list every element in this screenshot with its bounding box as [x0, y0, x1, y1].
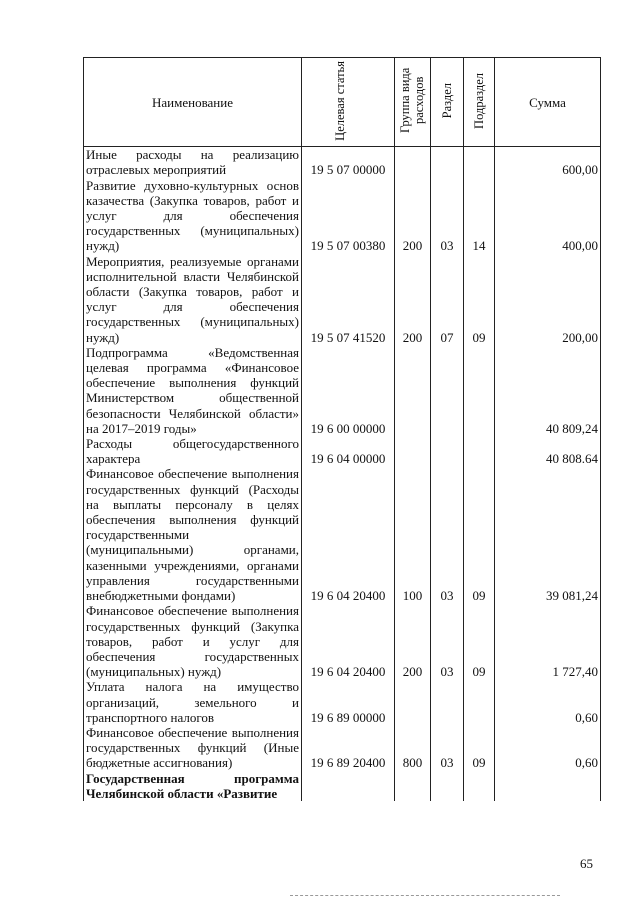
- header-subsection: Подраздел: [464, 58, 495, 147]
- row-subsection-code: 09: [464, 466, 495, 603]
- row-sum: 39 081,24: [495, 466, 601, 603]
- table-row: [84, 771, 601, 801]
- row-sum: 200,00: [495, 254, 601, 345]
- row-subsection-code: 09: [464, 254, 495, 345]
- row-name: Финансовое обеспечение выполнения государственных функций (Расходы на выплаты персоналу в целях обеспечения выполнения функций государственными (муниципальными) органами, казенными учреждениями, органами управления государственными внебюджетными фондами): [84, 466, 302, 603]
- budget-table: [83, 57, 601, 801]
- row-group-code: [395, 436, 431, 466]
- row-name: Развитие духовно-культурных основ казачества (Закупка товаров, работ и услуг для обеспечения государственных (муниципальных) нужд): [84, 178, 302, 254]
- scan-artifact-line: [290, 895, 560, 898]
- row-group-code: 200: [395, 603, 431, 679]
- row-target-code: 19 6 89 20400: [302, 725, 395, 771]
- header-sum: Сумма: [495, 58, 601, 147]
- row-section-code: 03: [431, 603, 464, 679]
- page-number: 65: [580, 856, 593, 871]
- row-target-code: 19 6 04 20400: [302, 603, 395, 679]
- header-section: Раздел: [431, 58, 464, 147]
- row-subsection-code: [464, 436, 495, 466]
- table-row: [84, 345, 601, 436]
- row-name: Подпрограмма «Ведомственная целевая программа «Финансовое обеспечение выполнения функций Министерством общественной безопасности Челябинской области» на 2017–2019 годы»: [84, 345, 302, 436]
- table-row: [84, 147, 601, 178]
- row-sum: 600,00: [495, 147, 601, 178]
- row-sum: 0,60: [495, 725, 601, 771]
- row-target-code: 19 6 00 00000: [302, 345, 395, 436]
- row-group-code: [395, 147, 431, 178]
- header-group: Группа вида расходов: [395, 58, 431, 147]
- row-section-code: [431, 679, 464, 725]
- row-sum: 40 809,24: [495, 345, 601, 436]
- row-group-code: [395, 771, 431, 801]
- row-name: Мероприятия, реализуемые органами исполнительной власти Челябинской области (Закупка товаров, работ и услуг для обеспечения государственных (муниципальных) нужд): [84, 254, 302, 345]
- table-row: [84, 254, 601, 345]
- row-group-code: 100: [395, 466, 431, 603]
- row-name: Государственная программа Челябинской области «Развитие: [84, 771, 302, 801]
- row-subsection-code: [464, 679, 495, 725]
- row-sum: 0,60: [495, 679, 601, 725]
- row-section-code: [431, 147, 464, 178]
- row-subsection-code: 09: [464, 725, 495, 771]
- row-subsection-code: 09: [464, 603, 495, 679]
- table-row: [84, 178, 601, 254]
- row-group-code: 200: [395, 254, 431, 345]
- row-name: Иные расходы на реализацию отраслевых мероприятий: [84, 147, 302, 178]
- row-section-code: [431, 771, 464, 801]
- row-name: Уплата налога на имущество организаций, земельного и транспортного налогов: [84, 679, 302, 725]
- row-subsection-code: [464, 147, 495, 178]
- row-target-code: 19 5 07 00000: [302, 147, 395, 178]
- row-target-code: [302, 771, 395, 801]
- header-name: Наименование: [84, 58, 302, 147]
- table-row: [84, 466, 601, 603]
- row-sum: 1 727,40: [495, 603, 601, 679]
- row-target-code: 19 6 89 00000: [302, 679, 395, 725]
- row-section-code: 03: [431, 725, 464, 771]
- row-sum: 40 808.64: [495, 436, 601, 466]
- row-target-code: 19 5 07 41520: [302, 254, 395, 345]
- row-section-code: [431, 436, 464, 466]
- row-subsection-code: 14: [464, 178, 495, 254]
- row-group-code: [395, 345, 431, 436]
- row-section-code: 03: [431, 178, 464, 254]
- row-sum: 400,00: [495, 178, 601, 254]
- row-group-code: [395, 679, 431, 725]
- table-row: [84, 725, 601, 771]
- table-row: [84, 603, 601, 679]
- table-header-row: [84, 58, 601, 147]
- row-section-code: 07: [431, 254, 464, 345]
- row-name: Финансовое обеспечение выполнения государственных функций (Закупка товаров, работ и услуг для обеспечения государственных (муниципальных) нужд): [84, 603, 302, 679]
- row-subsection-code: [464, 771, 495, 801]
- row-subsection-code: [464, 345, 495, 436]
- row-name: Финансовое обеспечение выполнения государственных функций (Иные бюджетные ассигнования): [84, 725, 302, 771]
- row-target-code: 19 5 07 00380: [302, 178, 395, 254]
- row-group-code: 200: [395, 178, 431, 254]
- row-target-code: 19 6 04 00000: [302, 436, 395, 466]
- row-group-code: 800: [395, 725, 431, 771]
- row-sum: [495, 771, 601, 801]
- header-target: Целевая статья: [302, 58, 395, 147]
- row-section-code: [431, 345, 464, 436]
- table-row: [84, 679, 601, 725]
- row-target-code: 19 6 04 20400: [302, 466, 395, 603]
- row-name: Расходы общегосударственного характера: [84, 436, 302, 466]
- table-row: [84, 436, 601, 466]
- row-section-code: 03: [431, 466, 464, 603]
